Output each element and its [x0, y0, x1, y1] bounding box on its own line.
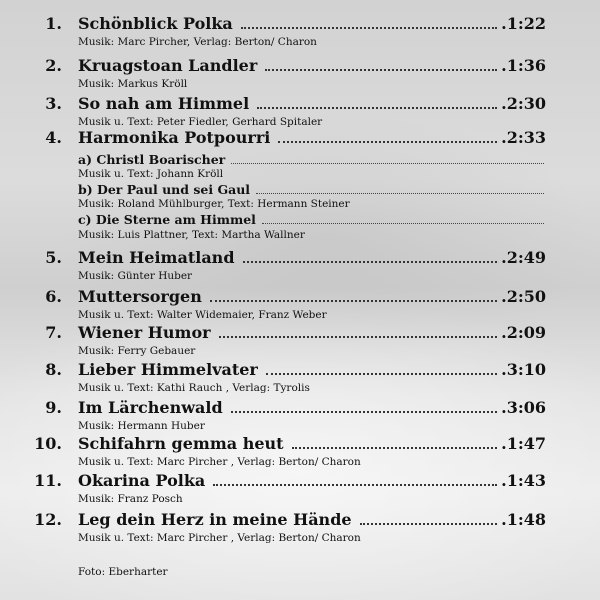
track-duration: .2:09	[501, 323, 546, 342]
track-title: Leg dein Herz in meine Hände	[78, 510, 352, 529]
track-credit: Musik u. Text: Marc Pircher , Verlag: Berton/ Charon	[78, 456, 361, 468]
track-title: Schifahrn gemma heut	[78, 434, 284, 453]
track-duration: .2:33	[501, 128, 546, 147]
potpourri-item	[78, 212, 546, 228]
potpourri-item-credit: Musik: Roland Mühlburger, Text: Hermann Steiner	[78, 198, 350, 210]
track-title-line	[78, 287, 546, 307]
track-number: 12.	[34, 510, 62, 529]
track-title: So nah am Himmel	[78, 94, 250, 113]
track-title: Kruagstoan Landler	[78, 56, 258, 75]
track-duration: .1:43	[501, 471, 546, 490]
track-title: Lieber Himmelvater	[78, 360, 258, 379]
track-number: 7.	[45, 323, 62, 342]
track-title-line	[78, 434, 546, 454]
track-title: Wiener Humor	[78, 323, 211, 342]
potpourri-item-credit: Musik u. Text: Johann Kröll	[78, 168, 224, 180]
track-number: 3.	[45, 94, 62, 113]
potpourri-item-title: b) Der Paul und sei Gaul	[78, 182, 251, 197]
photo-credit: Foto: Eberharter	[78, 566, 168, 578]
track-title-line	[78, 248, 546, 268]
track-credit: Musik u. Text: Peter Fiedler, Gerhard Spitaler	[78, 116, 323, 128]
track-title-line	[78, 471, 546, 491]
track-duration: .1:22	[501, 14, 546, 33]
track-duration: .3:06	[501, 398, 546, 417]
track-title-line	[78, 94, 546, 114]
dot-leader	[278, 140, 497, 143]
potpourri-item-title: a) Christl Boarischer	[78, 152, 226, 167]
track-title-line	[78, 14, 546, 34]
dot-leader	[219, 335, 498, 338]
track-credit: Musik u. Text: Marc Pircher , Verlag: Berton/ Charon	[78, 532, 361, 544]
dot-leader	[265, 68, 497, 71]
track-title-line	[78, 510, 546, 530]
track-duration: .2:49	[501, 248, 546, 267]
potpourri-item	[78, 182, 546, 198]
track-duration: .1:48	[501, 510, 546, 529]
track-number: 1.	[45, 14, 62, 33]
dot-leader	[292, 446, 498, 449]
dot-leader	[262, 222, 544, 224]
potpourri-item	[78, 152, 546, 168]
dot-leader	[210, 299, 497, 302]
track-credit: Musik: Hermann Huber	[78, 420, 205, 432]
track-number: 2.	[45, 56, 62, 75]
track-number: 11.	[34, 471, 62, 490]
track-duration: .2:30	[501, 94, 546, 113]
potpourri-item-credit: Musik: Luis Plattner, Text: Martha Wallner	[78, 229, 305, 241]
track-credit: Musik: Marc Pircher, Verlag: Berton/ Charon	[78, 36, 317, 48]
track-title: Okarina Polka	[78, 471, 206, 490]
track-title-line	[78, 398, 546, 418]
track-title: Mein Heimatland	[78, 248, 235, 267]
dot-leader	[266, 372, 497, 375]
track-title-line	[78, 56, 546, 76]
track-credit: Musik: Günter Huber	[78, 270, 193, 282]
track-title: Muttersorgen	[78, 287, 202, 306]
track-credit: Musik: Markus Kröll	[78, 78, 188, 90]
dot-leader	[231, 162, 544, 164]
track-number: 4.	[45, 128, 62, 147]
dot-leader	[257, 106, 497, 109]
track-title: Im Lärchenwald	[78, 398, 223, 417]
dot-leader	[256, 192, 544, 194]
track-number: 9.	[45, 398, 62, 417]
track-duration: .1:36	[501, 56, 546, 75]
potpourri-item-title: c) Die Sterne am Himmel	[78, 212, 256, 227]
dot-leader	[213, 483, 497, 486]
track-title-line	[78, 323, 546, 343]
dot-leader	[243, 260, 498, 263]
track-number: 10.	[34, 434, 62, 453]
track-credit: Musik: Ferry Gebauer	[78, 345, 196, 357]
track-credit: Musik u. Text: Kathi Rauch , Verlag: Tyrolis	[78, 382, 310, 394]
track-title: Harmonika Potpourri	[78, 128, 271, 147]
track-number: 6.	[45, 287, 62, 306]
track-number: 5.	[45, 248, 62, 267]
track-duration: .1:47	[501, 434, 546, 453]
track-title: Schönblick Polka	[78, 14, 233, 33]
track-title-line	[78, 128, 546, 148]
dot-leader	[231, 410, 498, 413]
track-title-line	[78, 360, 546, 380]
track-credit: Musik u. Text: Walter Widemaier, Franz Weber	[78, 309, 327, 321]
track-number: 8.	[45, 360, 62, 379]
track-duration: .3:10	[501, 360, 546, 379]
track-duration: .2:50	[501, 287, 546, 306]
dot-leader	[241, 26, 497, 29]
track-credit: Musik: Franz Posch	[78, 493, 183, 505]
dot-leader	[360, 522, 498, 525]
